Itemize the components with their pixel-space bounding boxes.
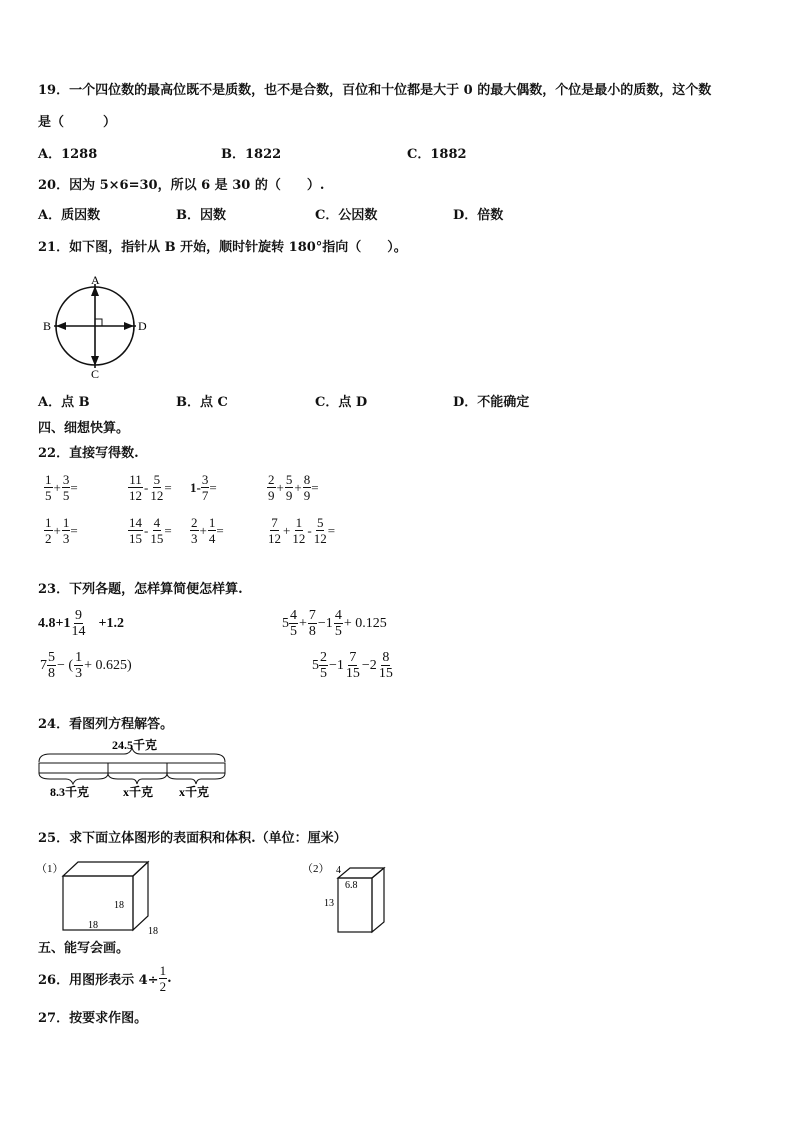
label-a: A: [91, 273, 100, 287]
q23-expression-1: 4.8+1 $\frac{9}{14}$ +1.2: [38, 608, 124, 639]
segment-diagram: [36, 738, 236, 802]
q20-option-b[interactable]: B．因数: [176, 208, 226, 223]
q26-question: 26．用图形表示 4÷ $\frac{1}{2}$ .: [38, 963, 172, 994]
q20-option-c[interactable]: C．公因数: [315, 208, 378, 223]
q23-expression-3: 7 $\frac{5}{8}$ − ( $\frac{1}{3}$ + 0.625): [40, 650, 132, 681]
figure-2-height: 13: [324, 898, 334, 909]
q21-option-b[interactable]: B．点 C: [176, 395, 228, 410]
label-c: C: [91, 367, 100, 381]
q21-option-d[interactable]: D．不能确定: [453, 395, 530, 410]
clock-dial-diagram: [40, 272, 150, 384]
q22-item-1-3: 1- $\frac{3}{7}$ =: [190, 472, 217, 503]
q19-line2: 是（ ）: [38, 115, 117, 130]
q23-expression-4: 5 $\frac{2}{5}$ −1 $\frac{7}{15}$ −2 $\frac{8}{15}$: [312, 650, 393, 681]
q19-option-a[interactable]: A．1288: [38, 147, 98, 162]
cuboid-figure-2: [302, 860, 392, 936]
section-4-heading: 四、细想快算。: [38, 421, 130, 436]
figure-1-height: 18: [114, 900, 124, 911]
q22-question: 22．直接写得数.: [38, 446, 139, 461]
q19-line1: 19．一个四位数的最高位既不是质数，也不是合数，百位和十位都是大于 0 的最大偶数，个位是最小的质数，这个数: [38, 83, 712, 98]
q22-item-1-4: $\frac{2}{9}$ + $\frac{5}{9}$ + $\frac{8}{9}$ =: [268, 472, 319, 503]
q27-question: 27．按要求作图。: [38, 1011, 148, 1026]
q19-option-b[interactable]: B．1822: [221, 147, 282, 162]
figure-1-length: 18: [88, 920, 98, 931]
q21-question: 21．如下图，指针从 B 开始，顺时针旋转 180°指向（ ）。: [38, 240, 407, 255]
segment-label-3: x千克: [179, 785, 210, 799]
cuboid-figure-1: [36, 858, 166, 938]
figure-1-tag: （1）: [36, 863, 64, 875]
q20-option-d[interactable]: D．倍数: [453, 208, 504, 223]
q25-question: 25．求下面立体图形的表面积和体积.（单位：厘米）: [38, 831, 347, 846]
figure-2-tag: （2）: [302, 863, 330, 875]
total-weight-label: 24.5千克: [112, 738, 158, 752]
q22-item-1-2: $\frac{11}{12}$ - $\frac{5}{12}$ =: [129, 472, 172, 503]
q22-item-2-4: $\frac{7}{12}$ + $\frac{1}{12}$ - $\frac{5}{12}$ =: [268, 515, 336, 546]
label-b: B: [43, 319, 52, 333]
q24-question: 24．看图列方程解答。: [38, 717, 174, 732]
q19-option-c[interactable]: C．1882: [407, 147, 467, 162]
q21-option-c[interactable]: C．点 D: [315, 395, 368, 410]
segment-label-1: 8.3千克: [50, 785, 90, 799]
section-5-heading: 五、能写会画。: [38, 941, 130, 956]
q22-item-2-2: $\frac{14}{15}$ - $\frac{4}{15}$ =: [129, 515, 172, 546]
label-d: D: [138, 319, 147, 333]
figure-1-width: 18: [148, 926, 158, 937]
q21-option-a[interactable]: A．点 B: [38, 395, 90, 410]
figure-2-length: 6.8: [345, 880, 358, 891]
q22-item-1-1: $\frac{1}{5}$ + $\frac{3}{5}$ =: [45, 472, 78, 503]
segment-label-2: x千克: [123, 785, 154, 799]
figure-2-width: 4: [336, 865, 341, 876]
q22-item-2-3: $\frac{2}{3}$ + $\frac{1}{4}$ =: [191, 515, 224, 546]
q23-question: 23．下列各题，怎样算简便怎样算.: [38, 582, 243, 597]
q22-item-2-1: $\frac{1}{2}$ + $\frac{1}{3}$ =: [45, 515, 78, 546]
q20-option-a[interactable]: A．质因数: [38, 208, 101, 223]
q20-question: 20．因为 5×6=30，所以 6 是 30 的（ ）.: [38, 178, 325, 193]
q23-expression-2: 5 $\frac{4}{5}$ + $\frac{7}{8}$ −1 $\frac{4}{5}$ + 0.125: [282, 608, 387, 639]
